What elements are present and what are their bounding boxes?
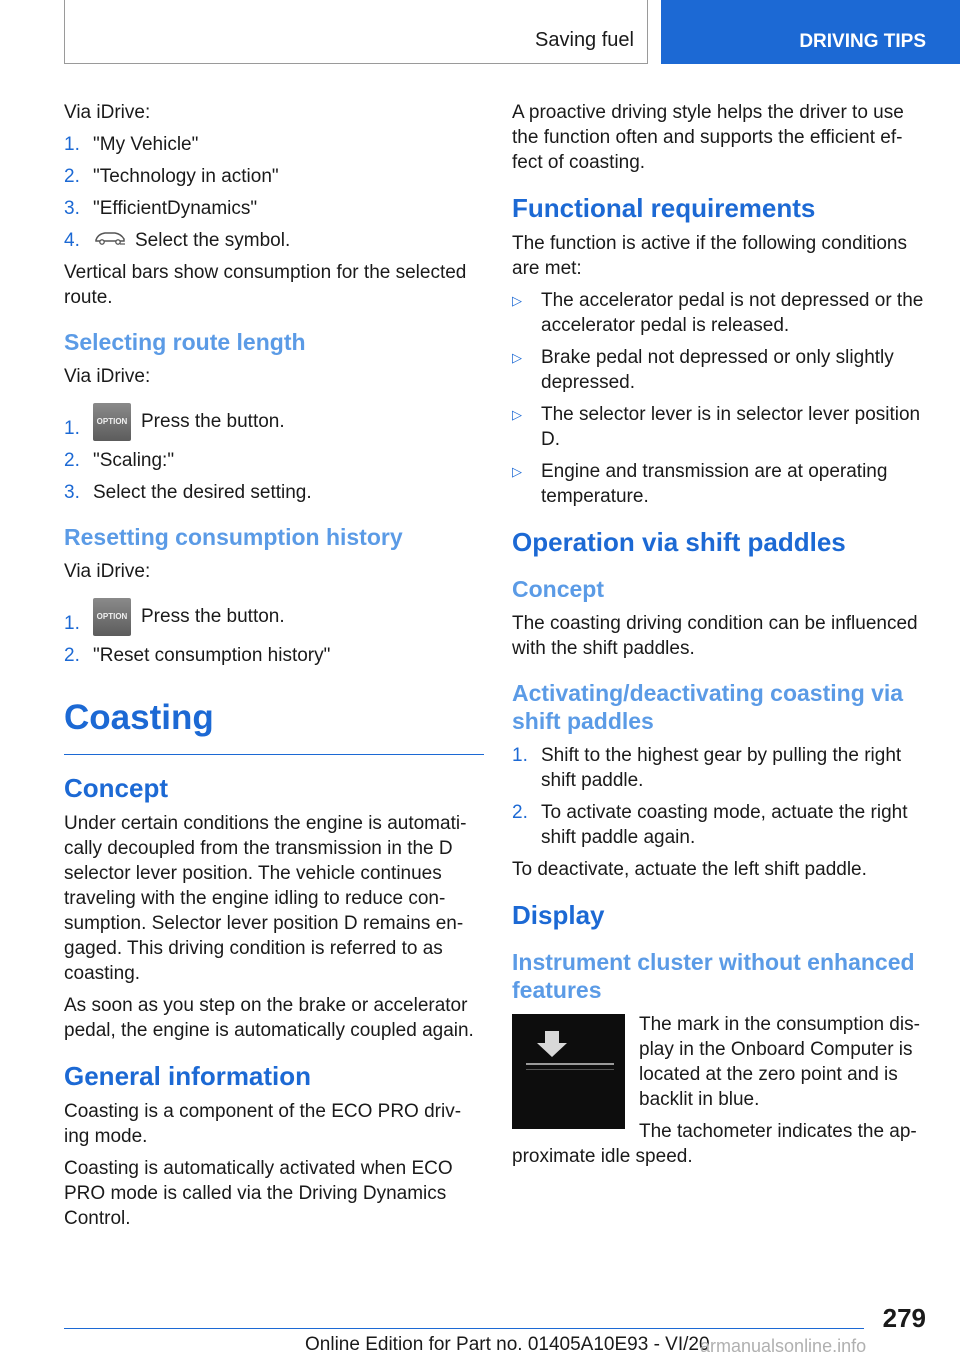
step-number: 3. bbox=[64, 482, 80, 504]
step-text: "Scaling:" bbox=[93, 450, 175, 472]
header-section-title: Saving fuel bbox=[535, 29, 634, 51]
general-info-paragraph: Coasting is a component of the ECO PRO driv-ing mode. bbox=[64, 1101, 462, 1148]
concept-paragraph: Under certain conditions the engine is automati-cally decoupled from the transmission in the D selector lever position. The vehicle continues traveling with the engine idling to reduce con-sumption. Selector lever position D remains en-gaged. This driving condition is referred to as coasting. bbox=[64, 813, 467, 985]
list-item bbox=[512, 800, 932, 850]
page-number: 279 bbox=[882, 1303, 926, 1333]
step-number: 3. bbox=[64, 198, 80, 219]
triangle-bullet-icon: ▷ bbox=[512, 407, 522, 422]
instrument-cluster-heading: Instrument cluster without enhanced features bbox=[512, 949, 915, 1003]
via-idrive-label: Via iDrive: bbox=[64, 102, 151, 123]
general-info-heading: General information bbox=[64, 1061, 312, 1092]
concept-heading: Concept bbox=[64, 773, 168, 804]
condition-text: The accelerator pedal is not depressed or the accelerator pedal is released. bbox=[541, 290, 924, 336]
conditions-list bbox=[512, 288, 932, 509]
list-item bbox=[512, 402, 932, 452]
list-item bbox=[64, 132, 484, 157]
down-arrow-icon bbox=[512, 1014, 625, 1129]
triangle-bullet-icon: ▷ bbox=[512, 350, 522, 365]
cluster-paragraph: The tachometer indicates the ap-proximate idle speed. bbox=[512, 1121, 917, 1167]
step-number: 4. bbox=[64, 230, 80, 251]
route-length-heading: Selecting route length bbox=[64, 329, 306, 356]
route-steps-list bbox=[64, 403, 484, 505]
step-number: 2. bbox=[64, 166, 80, 187]
step-number: 2. bbox=[64, 450, 80, 472]
step-number: 2. bbox=[512, 802, 528, 823]
bars-description: Vertical bars show consumption for the selected route. bbox=[64, 262, 467, 309]
list-item bbox=[64, 643, 484, 668]
edition-footer: Online Edition for Part no. 01405A10E93 - VI/20 bbox=[305, 1334, 710, 1355]
proactive-paragraph: A proactive driving style helps the driver to use the function often and supports the efficient ef-fect of coasting. bbox=[512, 102, 904, 173]
step-number: 1. bbox=[64, 134, 80, 155]
title-divider bbox=[64, 754, 484, 755]
coasting-title: Coasting bbox=[64, 698, 214, 738]
step-text: To activate coasting mode, actuate the right shift paddle again. bbox=[541, 802, 908, 848]
condition-text: The selector lever is in selector lever position D. bbox=[541, 404, 921, 450]
condition-text: Brake pedal not depressed or only slightly depressed. bbox=[541, 347, 894, 393]
right-column bbox=[512, 100, 932, 1176]
car-coasting-icon bbox=[93, 228, 127, 253]
via-idrive-label: Via iDrive: bbox=[64, 561, 151, 583]
footer-divider bbox=[64, 1328, 864, 1329]
activate-steps-list bbox=[512, 743, 932, 850]
shift-paddles-heading: Operation via shift paddles bbox=[512, 527, 846, 557]
reset-steps-list bbox=[64, 598, 484, 668]
step-number: 2. bbox=[64, 645, 80, 667]
header-chapter-tab: DRIVING TIPS bbox=[661, 0, 960, 64]
list-item bbox=[64, 196, 484, 221]
via-idrive-label: Via iDrive: bbox=[64, 366, 151, 388]
cluster-display-block bbox=[512, 1012, 932, 1169]
list-item bbox=[512, 288, 932, 338]
left-column bbox=[64, 100, 484, 1238]
step-text: Press the button. bbox=[141, 411, 285, 433]
triangle-bullet-icon: ▷ bbox=[512, 464, 522, 479]
condition-text: Engine and transmission are at operating temperature. bbox=[541, 461, 888, 507]
activate-coasting-heading: Activating/deactivating coasting via shift paddles bbox=[512, 680, 904, 734]
list-item bbox=[64, 228, 484, 253]
concept-subheading: Concept bbox=[512, 576, 604, 602]
cluster-paragraph: The mark in the consumption dis-play in the Onboard Computer is located at the zero point and is backlit in blue. bbox=[639, 1014, 920, 1110]
step-text: Press the button. bbox=[141, 606, 285, 628]
concept-paragraph: The coasting driving condition can be influenced with the shift paddles. bbox=[512, 613, 918, 659]
step-text: "Reset consumption history" bbox=[93, 645, 331, 667]
option-button-icon: OPTION bbox=[93, 403, 131, 441]
list-item bbox=[64, 164, 484, 189]
reset-history-heading: Resetting consumption history bbox=[64, 524, 403, 551]
list-item bbox=[512, 459, 932, 509]
step-number: 1. bbox=[64, 613, 80, 635]
list-item bbox=[512, 345, 932, 395]
list-item bbox=[64, 480, 484, 505]
step-text: Select the symbol. bbox=[135, 230, 291, 251]
step-number: 1. bbox=[64, 418, 80, 440]
list-item bbox=[512, 743, 932, 793]
watermark: armanualsonline.info bbox=[700, 1336, 867, 1356]
general-info-paragraph: Coasting is automatically activated when ECO PRO mode is called via the Driving Dynamics Control. bbox=[64, 1158, 453, 1230]
concept-paragraph: As soon as you step on the brake or accelerator pedal, the engine is automatically coupled again. bbox=[64, 995, 474, 1042]
step-text: Select the desired setting. bbox=[93, 482, 312, 504]
display-heading: Display bbox=[512, 900, 605, 930]
step-text: "EfficientDynamics" bbox=[93, 198, 258, 219]
functional-requirements-heading: Functional requirements bbox=[512, 193, 816, 223]
option-button-icon: OPTION bbox=[93, 598, 131, 636]
step-text: "Technology in action" bbox=[93, 166, 279, 187]
consumption-display-image bbox=[512, 1014, 625, 1129]
step-text: Shift to the highest gear by pulling the right shift paddle. bbox=[541, 745, 902, 791]
list-item bbox=[64, 448, 484, 473]
triangle-bullet-icon: ▷ bbox=[512, 293, 522, 308]
step-text: "My Vehicle" bbox=[93, 134, 199, 155]
list-item bbox=[64, 598, 484, 636]
vehicle-steps-list bbox=[64, 132, 484, 253]
deactivate-paragraph: To deactivate, actuate the left shift paddle. bbox=[512, 859, 867, 880]
step-number: 1. bbox=[512, 745, 528, 766]
functional-intro: The function is active if the following conditions are met: bbox=[512, 233, 907, 279]
list-item bbox=[64, 403, 484, 441]
